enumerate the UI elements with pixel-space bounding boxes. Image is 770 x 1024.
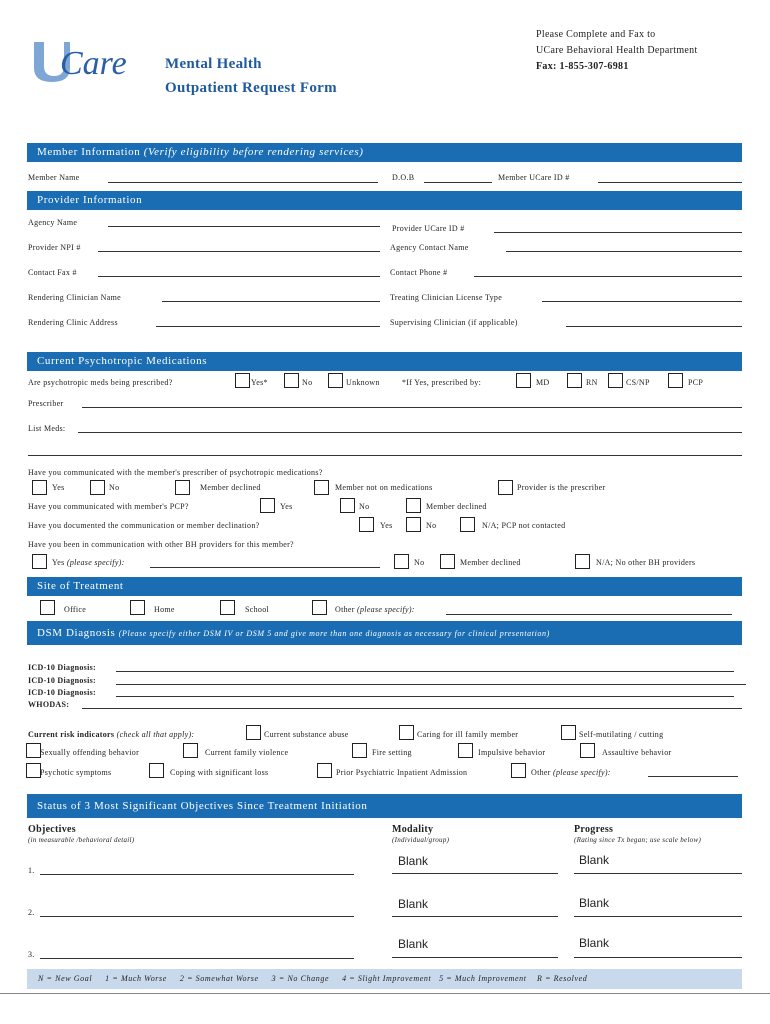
doc-yes-label: Yes	[380, 521, 393, 530]
coping-checkbox[interactable]	[149, 763, 164, 778]
supervising-field[interactable]	[566, 326, 742, 327]
prescriber-label: Prescriber	[28, 399, 64, 408]
svg-text:Care: Care	[60, 45, 127, 82]
psychotic-checkbox[interactable]	[26, 763, 41, 778]
meds-no-checkbox[interactable]	[284, 373, 299, 388]
comm-no-checkbox[interactable]	[90, 480, 105, 495]
medications-header: Current Psychotropic Medications	[27, 352, 742, 371]
icd-label-1: ICD-10 Diagnosis:	[28, 663, 96, 672]
icd-label-3: ICD-10 Diagnosis:	[28, 688, 96, 697]
comm-declined-checkbox[interactable]	[175, 480, 190, 495]
violence-label: Current family violence	[205, 748, 289, 757]
contact-fax-field[interactable]	[98, 276, 380, 277]
bh-specify-field[interactable]	[150, 567, 380, 568]
icd-label-2: ICD-10 Diagnosis:	[28, 676, 96, 685]
agency-contact-label: Agency Contact Name	[390, 243, 469, 252]
md-checkbox[interactable]	[516, 373, 531, 388]
progress-col-note: (Rating since Tx began; use scale below)	[574, 836, 702, 844]
member-info-header: Member Information (Verify eligibility before rendering services)	[27, 143, 742, 162]
pcp-no-label: No	[359, 502, 370, 511]
license-type-label: Treating Clinician License Type	[390, 293, 503, 302]
comm-yes-label: Yes	[52, 483, 65, 492]
assaultive-checkbox[interactable]	[580, 743, 595, 758]
office-checkbox[interactable]	[40, 600, 55, 615]
fax-number: Fax: 1-855-307-6981	[536, 61, 629, 72]
form-title-line1: Mental Health	[165, 56, 262, 72]
psychotic-label: Psychotic symptoms	[40, 768, 112, 777]
site-header: Site of Treatment	[27, 577, 742, 596]
bh-na-label: N/A; No other BH providers	[596, 558, 696, 567]
progress-col-header: Progress	[574, 824, 614, 835]
whodas-field[interactable]	[82, 708, 742, 709]
progress-field-3[interactable]: Blank	[579, 936, 610, 950]
caring-checkbox[interactable]	[399, 725, 414, 740]
member-name-field[interactable]	[108, 182, 378, 183]
progress-field-2[interactable]: Blank	[579, 896, 610, 910]
violence-checkbox[interactable]	[183, 743, 198, 758]
objectives-col-header: Objectives	[28, 824, 76, 835]
list-meds-label: List Meds:	[28, 424, 66, 433]
rendering-name-field[interactable]	[162, 301, 380, 302]
prescriber-field[interactable]	[82, 407, 742, 408]
caring-label: Caring for ill family member	[417, 730, 519, 739]
self-mutilating-checkbox[interactable]	[561, 725, 576, 740]
site-other-field[interactable]	[446, 614, 732, 615]
objectives-header: Status of 3 Most Significant Objectives Since Treatment Initiation	[27, 794, 742, 818]
meds-yes-checkbox[interactable]	[235, 373, 250, 388]
list-meds-field[interactable]	[78, 432, 742, 433]
prior-admission-label: Prior Psychiatric Inpatient Admission	[336, 768, 468, 777]
progress-line-1	[574, 873, 742, 874]
doc-no-label: No	[426, 521, 437, 530]
agency-name-label: Agency Name	[28, 218, 78, 227]
objective-field-3[interactable]	[40, 958, 354, 959]
doc-yes-checkbox[interactable]	[359, 517, 374, 532]
pcp-yes-checkbox[interactable]	[260, 498, 275, 513]
license-type-field[interactable]	[542, 301, 742, 302]
risk-other-field[interactable]	[648, 776, 738, 777]
objective-number-2: 2.	[28, 908, 35, 917]
impulsive-checkbox[interactable]	[458, 743, 473, 758]
impulsive-label: Impulsive behavior	[478, 748, 546, 757]
progress-scale-legend: N = New Goal 1 = Much Worse 2 = Somewhat Worse 3 = No Change 4 = Slight Improvement 5 = Much Improvement R = Resolved	[38, 974, 588, 983]
prescriber-comm-question: Have you communicated with the member's prescriber of psychotropic medications?	[28, 468, 323, 477]
dob-label: D.O.B	[392, 173, 415, 182]
objective-number-1: 1.	[28, 866, 35, 875]
dob-field[interactable]	[424, 182, 492, 183]
meds-yes-label: Yes*	[251, 378, 268, 387]
objective-field-2[interactable]	[40, 916, 354, 917]
contact-fax-label: Contact Fax #	[28, 268, 77, 277]
modality-line-2	[392, 916, 558, 917]
doc-na-label: N/A; PCP not contacted	[482, 521, 566, 530]
meds-question: Are psychotropic meds being prescribed?	[28, 378, 173, 387]
site-other-label: Other (please specify):	[335, 605, 415, 614]
meds-unknown-checkbox[interactable]	[328, 373, 343, 388]
bh-no-label: No	[414, 558, 425, 567]
risk-other-checkbox[interactable]	[511, 763, 526, 778]
clinic-address-field[interactable]	[156, 326, 380, 327]
modality-field-3[interactable]: Blank	[398, 937, 429, 951]
comm-not-on-checkbox[interactable]	[314, 480, 329, 495]
sexual-checkbox[interactable]	[26, 743, 41, 758]
bh-no-checkbox[interactable]	[394, 554, 409, 569]
office-label: Office	[64, 605, 87, 614]
objectives-col-note: (in measurable /behavioral detail)	[28, 836, 135, 844]
school-label: School	[245, 605, 270, 614]
cnp-checkbox[interactable]	[608, 373, 623, 388]
bh-declined-label: Member declined	[460, 558, 521, 567]
fire-checkbox[interactable]	[352, 743, 367, 758]
self-mutilating-label: Self-mutilating / cutting	[579, 730, 664, 739]
page-bottom-rule	[0, 993, 770, 994]
list-meds-field-2[interactable]	[28, 455, 742, 456]
modality-col-note: (Individual/group)	[392, 836, 450, 844]
rn-label: RN	[586, 378, 598, 387]
pcp-declined-label: Member declined	[426, 502, 487, 511]
clinic-address-label: Rendering Clinic Address	[28, 318, 118, 327]
progress-line-2	[574, 916, 742, 917]
pcp-yes-label: Yes	[280, 502, 293, 511]
objective-number-3: 3.	[28, 950, 35, 959]
modality-col-header: Modality	[392, 824, 434, 835]
doc-no-checkbox[interactable]	[406, 517, 421, 532]
agency-contact-field[interactable]	[506, 251, 742, 252]
progress-field-1[interactable]: Blank	[579, 853, 610, 867]
prior-admission-checkbox[interactable]	[317, 763, 332, 778]
cnp-label: CS/NP	[626, 378, 650, 387]
md-label: MD	[536, 378, 550, 387]
assaultive-label: Assaultive behavior	[602, 748, 672, 757]
if-yes-label: *If Yes, prescribed by:	[402, 378, 482, 387]
rendering-name-label: Rendering Clinician Name	[28, 293, 121, 302]
bh-na-checkbox[interactable]	[575, 554, 590, 569]
modality-field-1[interactable]: Blank	[398, 854, 429, 868]
coping-label: Coping with significant loss	[170, 768, 269, 777]
icd-field-3[interactable]	[116, 696, 734, 697]
instructions-line1: Please Complete and Fax to	[536, 29, 656, 40]
form-title-line2: Outpatient Request Form	[165, 80, 337, 96]
member-id-label: Member UCare ID #	[498, 173, 570, 182]
modality-line-1	[392, 873, 558, 874]
substance-checkbox[interactable]	[246, 725, 261, 740]
member-id-field[interactable]	[598, 182, 742, 183]
home-checkbox[interactable]	[130, 600, 145, 615]
bh-yes-label: Yes (please specify):	[52, 558, 125, 567]
progress-line-3	[574, 957, 742, 958]
meds-unknown-label: Unknown	[346, 378, 380, 387]
instructions-line2: UCare Behavioral Health Department	[536, 45, 698, 56]
modality-field-2[interactable]: Blank	[398, 897, 429, 911]
home-label: Home	[154, 605, 175, 614]
pcp-no-checkbox[interactable]	[340, 498, 355, 513]
comm-declined-label: Member declined	[200, 483, 261, 492]
agency-name-field[interactable]	[108, 226, 380, 227]
npi-field[interactable]	[98, 251, 380, 252]
pcp-declined-checkbox[interactable]	[406, 498, 421, 513]
npi-label: Provider NPI #	[28, 243, 81, 252]
dsm-header: DSM Diagnosis (Please specify either DSM IV or DSM 5 and give more than one diagnosis as necessary for clinical presentation)	[27, 621, 742, 645]
substance-label: Current substance abuse	[264, 730, 349, 739]
objective-field-1[interactable]	[40, 874, 354, 875]
comm-provider-label: Provider is the prescriber	[517, 483, 606, 492]
documented-question: Have you documented the communication or member declination?	[28, 521, 260, 530]
bh-yes-checkbox[interactable]	[32, 554, 47, 569]
pcp-checkbox[interactable]	[668, 373, 683, 388]
icd-field-2[interactable]	[116, 684, 746, 685]
fire-label: Fire setting	[372, 748, 412, 757]
modality-line-3	[392, 957, 558, 958]
ucare-logo	[30, 38, 140, 86]
pcp-comm-question: Have you communicated with member's PCP?	[28, 502, 189, 511]
comm-not-on-label: Member not on medications	[335, 483, 433, 492]
risk-other-label: Other (please specify):	[531, 768, 611, 777]
school-checkbox[interactable]	[220, 600, 235, 615]
comm-yes-checkbox[interactable]	[32, 480, 47, 495]
rn-checkbox[interactable]	[567, 373, 582, 388]
comm-provider-checkbox[interactable]	[498, 480, 513, 495]
meds-no-label: No	[302, 378, 313, 387]
site-other-checkbox[interactable]	[312, 600, 327, 615]
risk-label: Current risk indicators (check all that apply):	[28, 730, 195, 739]
whodas-label: WHODAS:	[28, 700, 70, 709]
supervising-label: Supervising Clinician (if applicable)	[390, 318, 518, 327]
pcp-label: PCP	[688, 378, 704, 387]
doc-na-checkbox[interactable]	[460, 517, 475, 532]
bh-question: Have you been in communication with other BH providers for this member?	[28, 540, 294, 549]
sexual-label: Sexually offending behavior	[40, 748, 140, 757]
bh-declined-checkbox[interactable]	[440, 554, 455, 569]
provider-info-header: Provider Information	[27, 191, 742, 210]
provider-id-field[interactable]	[494, 232, 742, 233]
icd-field-1[interactable]	[116, 671, 734, 672]
comm-no-label: No	[109, 483, 120, 492]
provider-id-label: Provider UCare ID #	[392, 224, 465, 233]
contact-phone-field[interactable]	[474, 276, 742, 277]
member-name-label: Member Name	[28, 173, 80, 182]
contact-phone-label: Contact Phone #	[390, 268, 448, 277]
